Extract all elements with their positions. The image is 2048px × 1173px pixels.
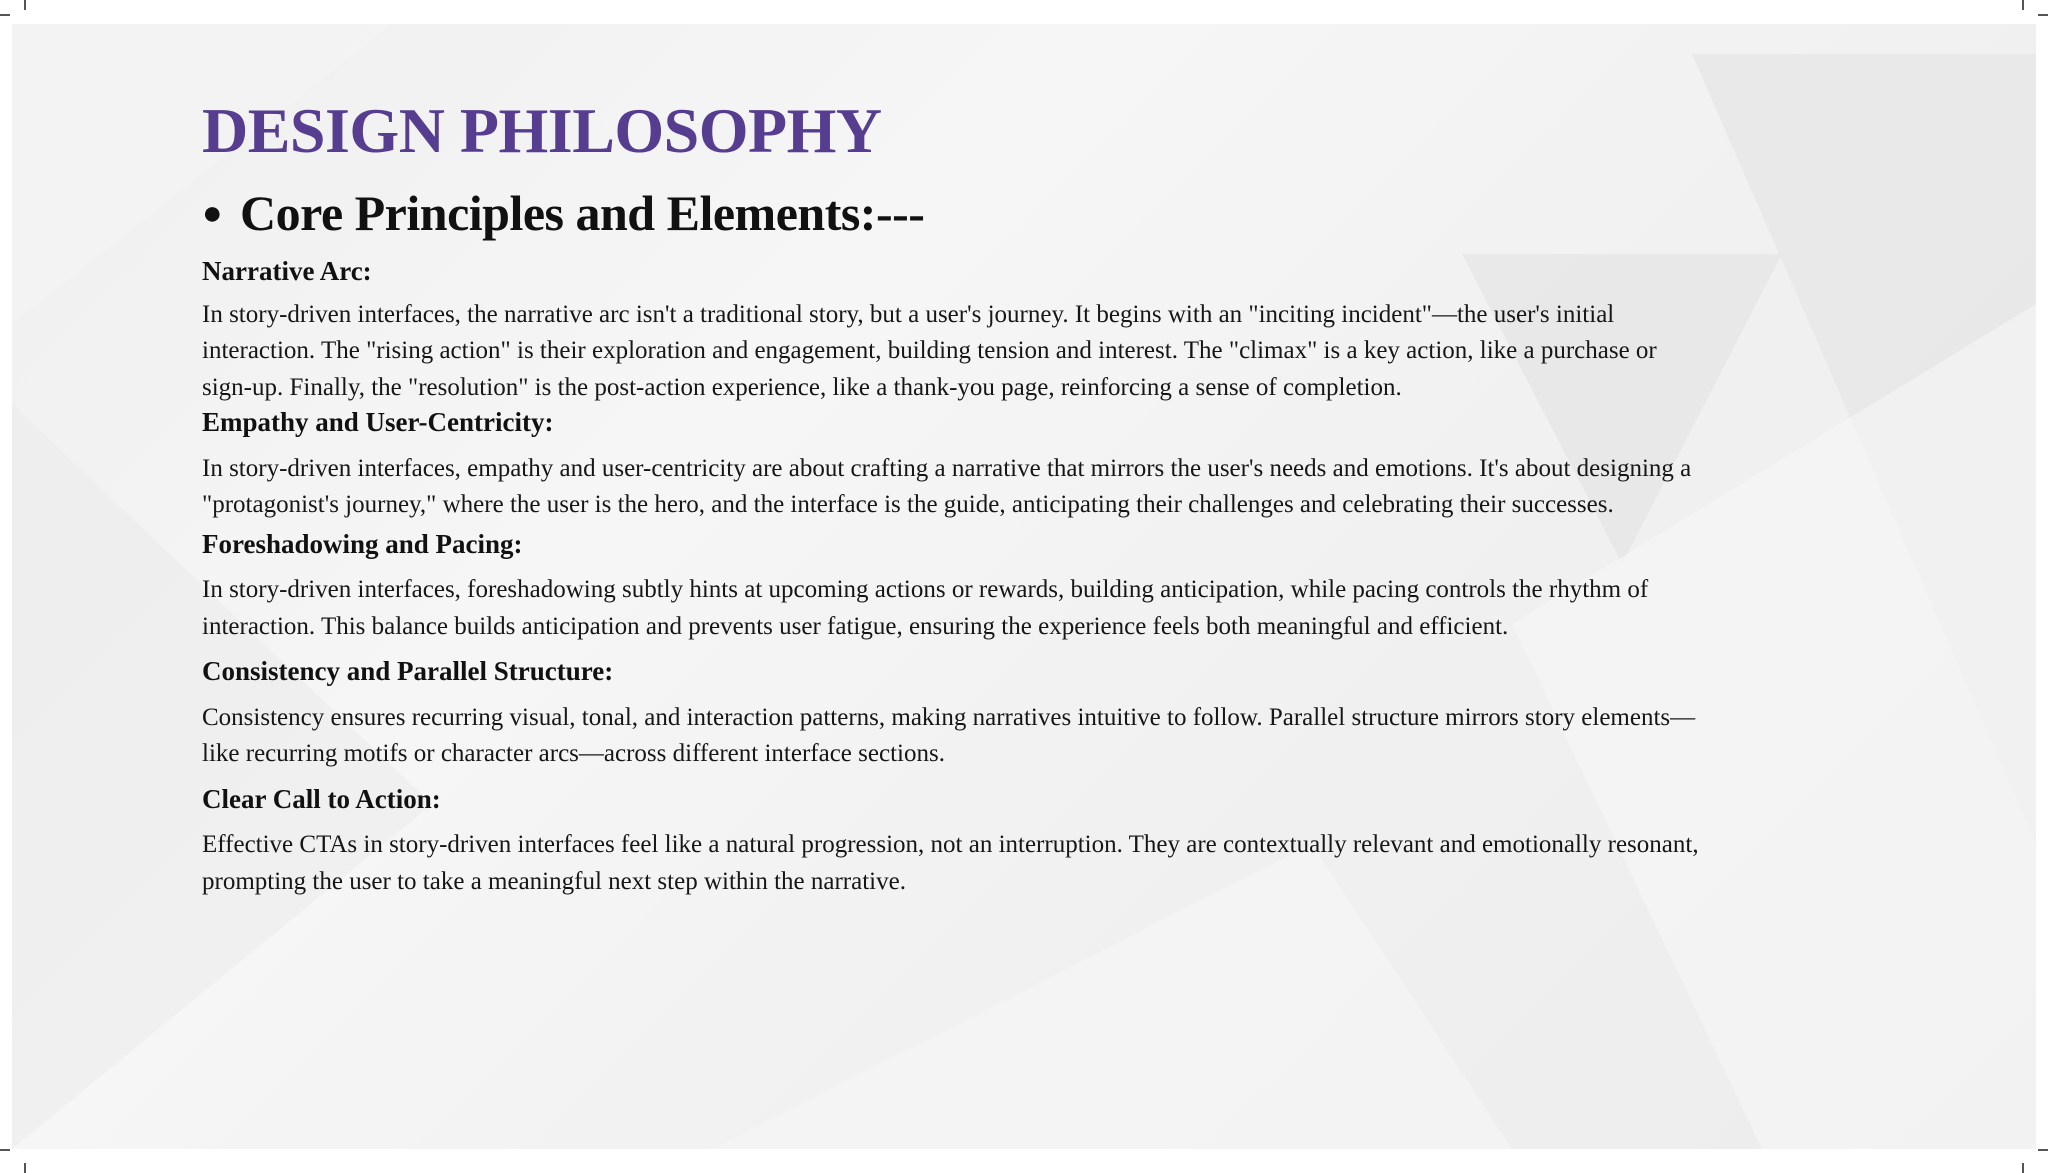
section-body: In story-driven interfaces, the narrative arc isn't a traditional story, but a user's journey. It begins with an "inciting incident"—the user's initial interaction. The "rising action" is their exploration and engagement, building tension and interest. The "climax" is a key action, like a purchase or sign-up. Finally, the "resolution" is the post-action experience, like a thank-you page, reinforcing a sense of completion. xyxy=(202,300,1657,401)
section-heading: Consistency and Parallel Structure: xyxy=(202,656,614,687)
section-narrative-arc xyxy=(202,255,1702,407)
section-body: In story-driven interfaces, empathy and user-centricity are about crafting a narrative that mirrors the user's needs and emotions. It's about designing a "protagonist's journey," where the user is the hero, and the interface is the guide, anticipating their challenges and celebrating their successes. xyxy=(202,454,1692,519)
bullet-icon: ● xyxy=(202,194,223,232)
slide-content xyxy=(202,94,1702,900)
crop-mark-top-right xyxy=(2022,0,2024,10)
crop-mark-top-right-h xyxy=(2038,14,2048,16)
section-call-to-action xyxy=(202,783,1702,900)
section-heading: Narrative Arc: xyxy=(202,255,372,286)
slide-title: DESIGN PHILOSOPHY xyxy=(202,95,882,166)
section-heading: Foreshadowing and Pacing: xyxy=(202,528,523,559)
bullet-heading xyxy=(202,186,1702,241)
crop-mark-top-left-h xyxy=(0,14,10,16)
crop-mark-bottom-right xyxy=(2022,1163,2024,1173)
bullet-heading-text: Core Principles and Elements:--- xyxy=(240,184,925,241)
crop-mark-bottom-left-h xyxy=(0,1149,10,1151)
section-heading: Clear Call to Action: xyxy=(202,783,441,814)
section-consistency xyxy=(202,655,1702,772)
section-foreshadowing xyxy=(202,528,1702,645)
crop-mark-bottom-left xyxy=(24,1163,26,1173)
crop-mark-bottom-right-h xyxy=(2038,1149,2048,1151)
section-body: In story-driven interfaces, foreshadowing subtly hints at upcoming actions or rewards, building anticipation, while pacing controls the rhythm of interaction. This balance builds anticipation and prevents user fatigue, ensuring the experience feels both meaningful and efficient. xyxy=(202,576,1649,640)
slide xyxy=(12,24,2036,1149)
section-empathy xyxy=(202,406,1702,523)
section-body: Consistency ensures recurring visual, tonal, and interaction patterns, making narratives intuitive to follow. Parallel structure mirrors story elements—like recurring motifs or character arcs—across different interface sections. xyxy=(202,703,1696,768)
section-body: Effective CTAs in story-driven interfaces feel like a natural progression, not an interruption. They are contextually relevant and emotionally resonant, prompting the user to take a meaningful next step within the narrative. xyxy=(202,831,1699,895)
section-heading: Empathy and User-Centricity: xyxy=(202,407,554,438)
crop-mark-top-left xyxy=(24,0,26,10)
